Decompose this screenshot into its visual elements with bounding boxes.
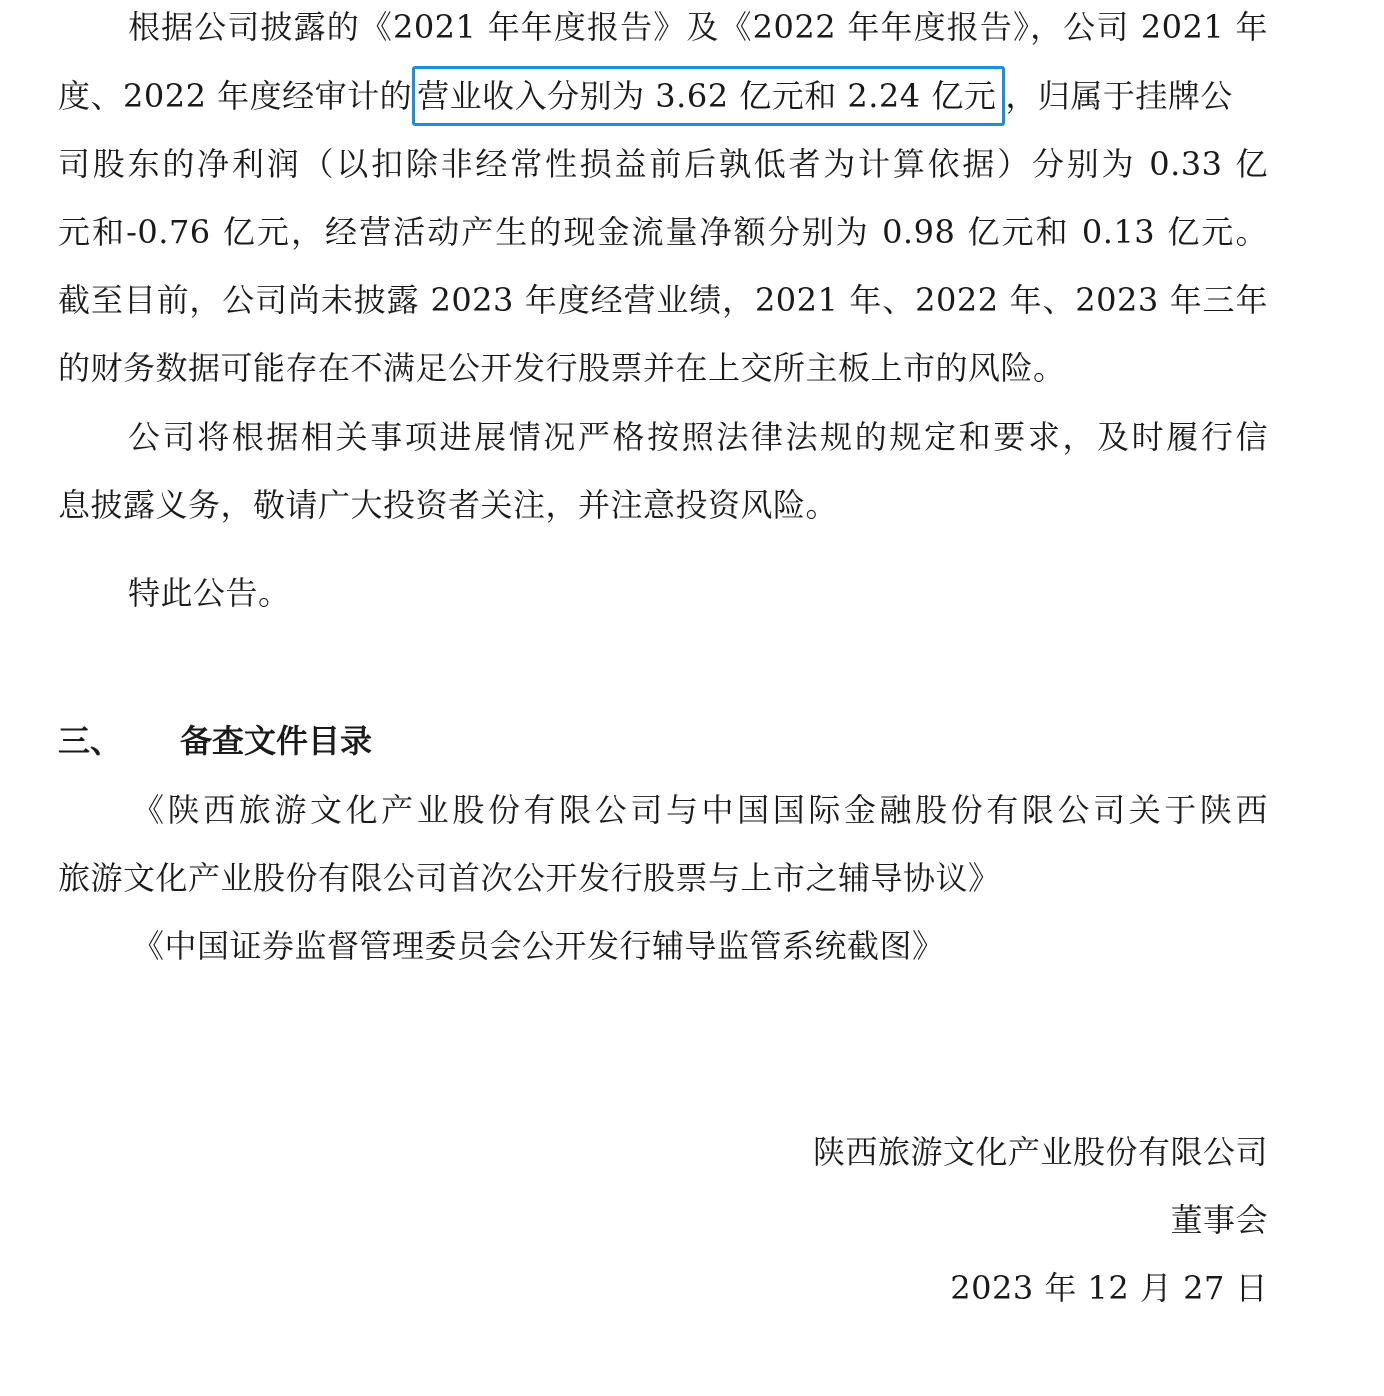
signature-board: 董事会 bbox=[1170, 1201, 1268, 1239]
closing-statement: 特此公告。 bbox=[128, 574, 291, 612]
net-profit-intro-text: ，归属于挂牌公 bbox=[1005, 77, 1233, 115]
paragraph-financials-line-5: 截至目前，公司尚未披露 2023 年度经营业绩，2021 年、2022 年、2023 年三年 bbox=[58, 281, 1268, 319]
paragraph-disclosure-line-1: 公司将根据相关事项进展情况严格按照法律法规的规定和要求，及时履行信 bbox=[128, 418, 1268, 456]
paragraph-financials-line-2 bbox=[58, 73, 1268, 119]
revenue-intro-text: 度、2022 年度经审计的 bbox=[58, 77, 413, 115]
paragraph-financials-line-4: 元和-0.76 亿元，经营活动产生的现金流量净额分别为 0.98 亿元和 0.13 亿元。 bbox=[58, 213, 1268, 251]
section-number: 三、 bbox=[58, 722, 123, 760]
signature-date: 2023 年 12 月 27 日 bbox=[950, 1269, 1268, 1307]
section-title: 备查文件目录 bbox=[180, 722, 373, 760]
paragraph-financials-line-3: 司股东的净利润（以扣除非经常性损益前后孰低者为计算依据）分别为 0.33 亿 bbox=[58, 145, 1268, 183]
reference-item-2: 《中国证券监督管理委员会公开发行辅导监管系统截图》 bbox=[132, 927, 945, 965]
paragraph-disclosure-line-2: 息披露义务，敬请广大投资者关注，并注意投资风险。 bbox=[58, 486, 839, 524]
signature-company: 陕西旅游文化产业股份有限公司 bbox=[812, 1133, 1268, 1171]
paragraph-financials-line-1: 根据公司披露的《2021 年年度报告》及《2022 年年度报告》，公司 2021 年 bbox=[128, 8, 1268, 46]
reference-item-1-line-1: 《陕西旅游文化产业股份有限公司与中国国际金融股份有限公司关于陕西 bbox=[132, 791, 1268, 829]
section-heading bbox=[58, 718, 372, 764]
reference-item-1-line-2: 旅游文化产业股份有限公司首次公开发行股票与上市之辅导协议》 bbox=[58, 859, 1001, 897]
revenue-highlight-box: 营业收入分别为 3.62 亿元和 2.24 亿元 bbox=[412, 66, 1005, 126]
paragraph-financials-line-6: 的财务数据可能存在不满足公开发行股票并在上交所主板上市的风险。 bbox=[58, 349, 1066, 387]
